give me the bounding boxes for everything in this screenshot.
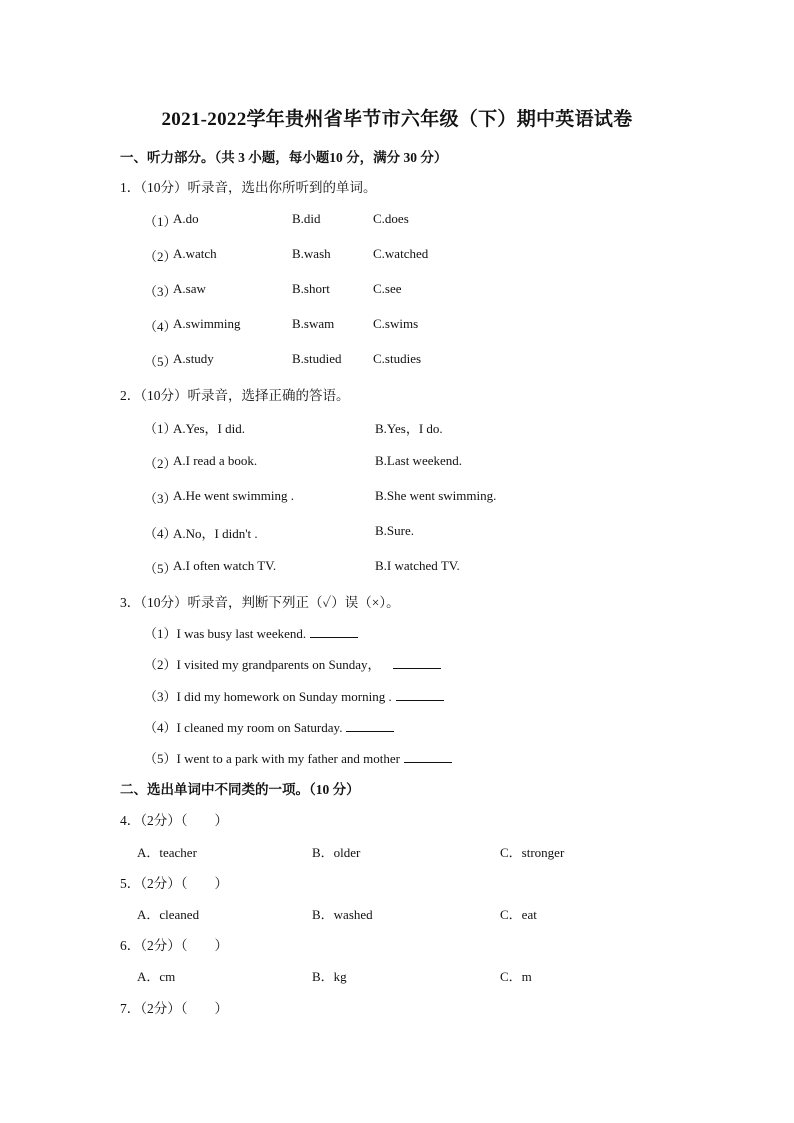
q1-item-3-option-a: A.saw — [173, 281, 206, 296]
q2-item-1-number: （1） — [144, 421, 177, 436]
page-title: 2021-2022学年贵州省毕节市六年级（下）期中英语试卷 — [161, 109, 633, 130]
q1-item-3-option-c: C.see — [373, 281, 402, 296]
question-6-stem: 6．（2分）（ ） — [120, 938, 228, 953]
q1-item-1-option-b: B.did — [292, 211, 321, 226]
answer-blank[interactable] — [310, 626, 358, 638]
q1-item-4-number: （4） — [144, 319, 177, 334]
q6-option-a: A．cm — [137, 969, 176, 984]
q3-item-1 — [144, 623, 358, 642]
question-1-stem: 1．（10分）听录音，选出你所听到的单词。 — [120, 180, 377, 195]
q2-item-3-option-a: A.He went swimming . — [173, 488, 294, 503]
section-heading-odd-one-out: 二、选出单词中不同类的一项。（10 分） — [120, 782, 360, 797]
q5-option-a: A．cleaned — [137, 907, 200, 922]
q3-item-1-text: （1）I was busy last weekend. — [144, 626, 307, 641]
question-5-stem: 5．（2分）（ ） — [120, 876, 228, 891]
q3-item-4 — [144, 717, 394, 736]
q2-item-1-option-a: A.Yes，I did. — [173, 421, 245, 436]
question-4-stem: 4．（2分）（ ） — [120, 813, 228, 828]
q4-option-c: C．stronger — [500, 845, 565, 860]
q1-item-3-option-b: B.short — [292, 281, 330, 296]
q2-item-2-number: （2） — [144, 456, 177, 471]
q2-item-4-number: （4） — [144, 526, 177, 541]
q1-item-1-option-a: A.do — [173, 211, 199, 226]
q2-item-4-option-b: B.Sure. — [375, 523, 414, 538]
q5-option-b: B．washed — [312, 907, 373, 922]
q6-option-c: C．m — [500, 969, 532, 984]
q2-item-5-number: （5） — [144, 561, 177, 576]
q6-option-b: B．kg — [312, 969, 347, 984]
q1-item-3-number: （3） — [144, 284, 177, 299]
q1-item-2-option-b: B.wash — [292, 246, 331, 261]
question-7-stem: 7．（2分）（ ） — [120, 1001, 228, 1016]
answer-blank[interactable] — [393, 657, 441, 669]
q3-item-5 — [144, 748, 452, 767]
answer-blank[interactable] — [396, 689, 444, 701]
q4-option-b: B．older — [312, 845, 361, 860]
q3-item-2 — [144, 654, 441, 673]
q1-item-2-option-c: C.watched — [373, 246, 429, 261]
q1-item-4-option-a: A.swimming — [173, 316, 241, 331]
q3-item-5-text: （5）I went to a park with my father and mother — [144, 751, 400, 766]
q2-item-1-option-b: B.Yes，I do. — [375, 421, 443, 436]
q1-item-5-option-c: C.studies — [373, 351, 422, 366]
question-2-stem: 2．（10分）听录音，选择正确的答语。 — [120, 388, 350, 403]
q2-item-5-option-a: A.I often watch TV. — [173, 558, 277, 573]
q1-item-5-option-b: B.studied — [292, 351, 342, 366]
q2-item-2-option-a: A.I read a book. — [173, 453, 258, 468]
answer-blank[interactable] — [404, 751, 452, 763]
q3-item-3-text: （3）I did my homework on Sunday morning . — [144, 689, 392, 704]
q2-item-3-number: （3） — [144, 491, 177, 506]
q2-item-3-option-b: B.She went swimming. — [375, 488, 497, 503]
q3-item-2-text: （2）I visited my grandparents on Sunday， — [144, 657, 381, 672]
q5-option-c: C．eat — [500, 907, 537, 922]
q4-option-a: A．teacher — [137, 845, 197, 860]
q3-item-3 — [144, 686, 444, 705]
q1-item-4-option-c: C.swims — [373, 316, 419, 331]
q1-item-5-number: （5） — [144, 354, 177, 369]
q2-item-2-option-b: B.Last weekend. — [375, 453, 463, 468]
q1-item-2-option-a: A.watch — [173, 246, 217, 261]
q2-item-5-option-b: B.I watched TV. — [375, 558, 460, 573]
q2-item-4-option-a: A.No，I didn't . — [173, 526, 258, 541]
q3-item-4-text: （4）I cleaned my room on Saturday. — [144, 720, 343, 735]
answer-blank[interactable] — [346, 720, 394, 732]
question-3-stem: 3．（10分）听录音，判断下列正（✓）误（×）。 — [120, 595, 400, 610]
q1-item-1-option-c: C.does — [373, 211, 409, 226]
q1-item-1-number: （1） — [144, 214, 177, 229]
q1-item-4-option-b: B.swam — [292, 316, 335, 331]
q1-item-2-number: （2） — [144, 249, 177, 264]
section-heading-listening: 一、听力部分。（共 3 小题，每小题10 分，满分 30 分） — [120, 150, 448, 165]
q1-item-5-option-a: A.study — [173, 351, 214, 366]
